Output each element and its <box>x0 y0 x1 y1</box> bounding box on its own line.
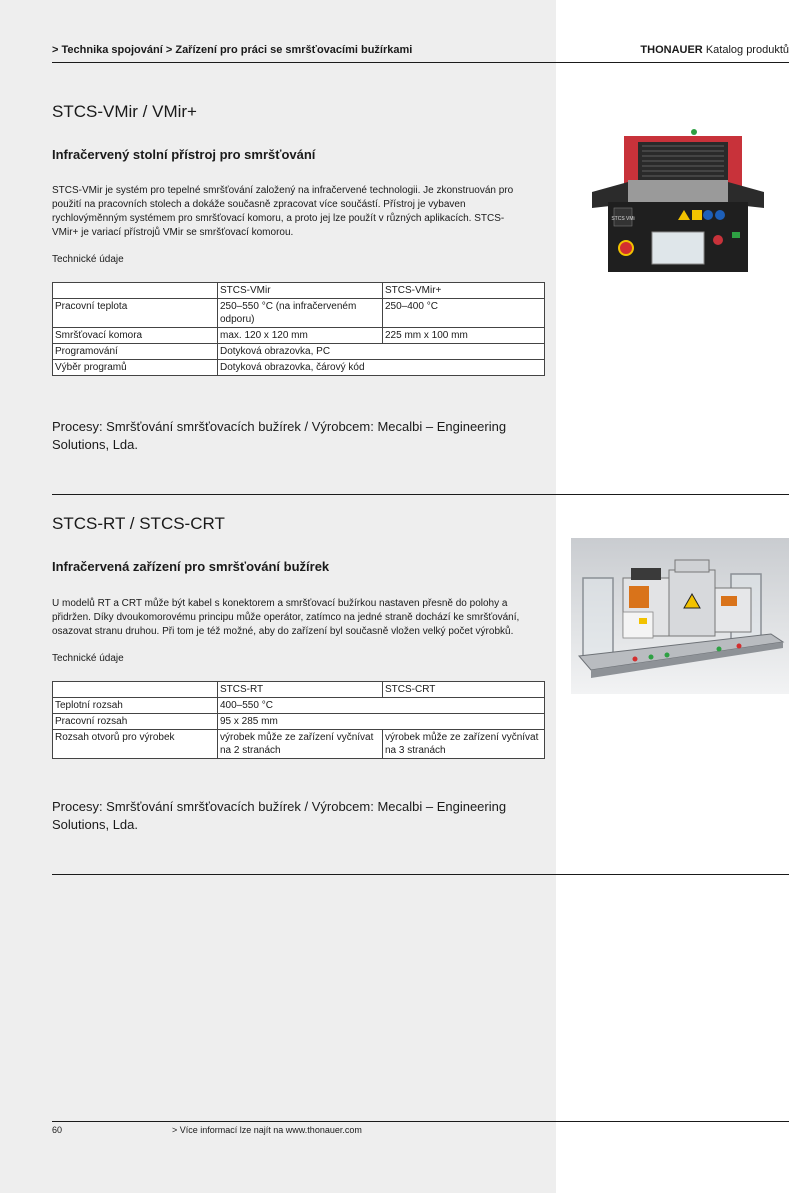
breadcrumb-link-zarizeni[interactable]: Zařízení pro práci se smršťovacími bužírkami <box>175 44 413 56</box>
header-rule <box>52 62 789 63</box>
breadcrumb-separator: > <box>165 44 173 56</box>
table-header-row <box>53 682 545 698</box>
table-row <box>53 328 545 344</box>
table-cell: 250–400 °C <box>383 299 545 328</box>
table-cell: 95 x 285 mm <box>218 714 545 730</box>
section1-spec-table <box>52 282 545 376</box>
table-cell: Pracovní teplota <box>53 299 218 328</box>
table-cell: Teplotní rozsah <box>53 698 218 714</box>
right-chamber-shape <box>715 588 751 632</box>
touch-screen-shape <box>652 232 704 264</box>
section1-process: Procesy: Smršťování smršťovacích bužírek / Výrobcem: Mecalbi – Engineering Solutions, Lda. <box>52 419 507 452</box>
table-cell <box>53 682 218 698</box>
status-lamp-shape <box>691 129 697 135</box>
info-sticker-icon <box>703 210 713 220</box>
table-cell: Pracovní rozsah <box>53 714 218 730</box>
machine-badge-text: STCS VMi <box>611 216 635 222</box>
brand-name: THONAUER <box>640 44 703 56</box>
table-cell: Dotyková obrazovka, PC <box>218 344 545 360</box>
emergency-stop-icon <box>619 241 633 255</box>
section1-subtitle: Infračervený stolní přístroj pro smršťování <box>52 147 316 162</box>
table-cell: Programování <box>53 344 218 360</box>
table-cell: Smršťovací komora <box>53 328 218 344</box>
control-button-icon <box>633 657 638 662</box>
section-divider-rule <box>52 494 789 495</box>
section2-tech-label: Technické údaje <box>52 653 124 664</box>
heater-glow-shape <box>721 596 737 606</box>
table-cell: výrobek může ze zařízení vyčnívat na 3 stranách <box>383 730 545 759</box>
catalog-brand <box>640 44 789 56</box>
info-sticker-icon <box>715 210 725 220</box>
table-header-row <box>53 283 545 299</box>
website-link[interactable]: > Více informací lze najít na www.thonauer.com <box>172 1125 362 1135</box>
table-row <box>53 344 545 360</box>
breadcrumb-marker: > <box>52 44 59 56</box>
breadcrumb <box>52 44 412 56</box>
table-cell: 250–550 °C (na infračerveném odporu) <box>218 299 383 328</box>
footer-rule <box>52 1121 789 1122</box>
section-divider-rule <box>52 874 789 875</box>
label-sticker-icon <box>639 618 647 624</box>
stcs-rt-product-image <box>571 538 789 694</box>
breadcrumb-link-technika[interactable]: Technika spojování <box>61 44 163 56</box>
table-row <box>53 698 545 714</box>
control-button-icon <box>649 655 654 660</box>
table-cell: STCS-VMir+ <box>383 283 545 299</box>
section1-tech-label: Technické údaje <box>52 254 124 265</box>
table-cell: STCS-RT <box>218 682 383 698</box>
sticker-icon <box>692 210 702 220</box>
table-row <box>53 299 545 328</box>
control-button-icon <box>665 653 670 658</box>
page-number: 60 <box>52 1125 63 1135</box>
table-row <box>53 730 545 759</box>
heater-glow-shape <box>629 586 649 608</box>
table-cell: STCS-CRT <box>383 682 545 698</box>
section2-spec-table <box>52 681 545 759</box>
stcs-vmir-product-image <box>588 124 768 280</box>
table-cell: max. 120 x 120 mm <box>218 328 383 344</box>
table-cell: Rozsah otvorů pro výrobek <box>53 730 218 759</box>
section2-title: STCS-RT / STCS-CRT <box>52 514 225 533</box>
product-holder-shape <box>623 612 653 638</box>
fan-shape <box>631 568 661 580</box>
table-row <box>53 360 545 376</box>
indicator-shape <box>713 235 723 245</box>
brand-suffix: Katalog produktů <box>705 44 789 56</box>
table-cell: 225 mm x 100 mm <box>383 328 545 344</box>
top-cover-shape <box>675 560 709 572</box>
table-cell: výrobek může ze zařízení vyčnívat na 2 stranách <box>218 730 383 759</box>
control-button-icon <box>737 644 742 649</box>
indicator-shape <box>732 232 740 238</box>
chamber-shape <box>628 180 728 202</box>
table-cell <box>53 283 218 299</box>
table-cell: STCS-VMir <box>218 283 383 299</box>
table-row <box>53 714 545 730</box>
section2-subtitle: Infračervená zařízení pro smršťování bužírek <box>52 559 330 574</box>
control-button-icon <box>717 647 722 652</box>
section2-process: Procesy: Smršťování smršťovacích bužírek / Výrobcem: Mecalbi – Engineering Solutions, Lda. <box>52 799 507 832</box>
table-cell: Dotyková obrazovka, čárový kód <box>218 360 545 376</box>
glass-frame-shape <box>583 578 613 658</box>
table-cell: Výběr programů <box>53 360 218 376</box>
section1-description: STCS-VMir je systém pro tepelné smršťování založený na infračervené technologii. Je zkonstruován pro použití na pracovních stolech a dokáže současně zpracovat více součástí. Přístroj je vybaven rychlovýměnným systémem pro smršťovací komoru, a proto jej lze použít v různých aplikacích. STCS-VMir+ je variací přístrojů VMir se smršťovací komorou. <box>52 185 514 238</box>
section2-description: U modelů RT a CRT může být kabel s konektorem a smršťovací bužírkou nastaven přesně do polohy a přidržen. Díky dvoukomorovému principu může operátor, zatímco na jedné straně dochází ke smršťování, osazovat stranu druhou. Při tom je též možné, aby do zařízení byl současně vložen velký počet výrobků. <box>52 598 520 637</box>
table-cell: 400–550 °C <box>218 698 545 714</box>
section1-title: STCS-VMir / VMir+ <box>52 102 197 121</box>
